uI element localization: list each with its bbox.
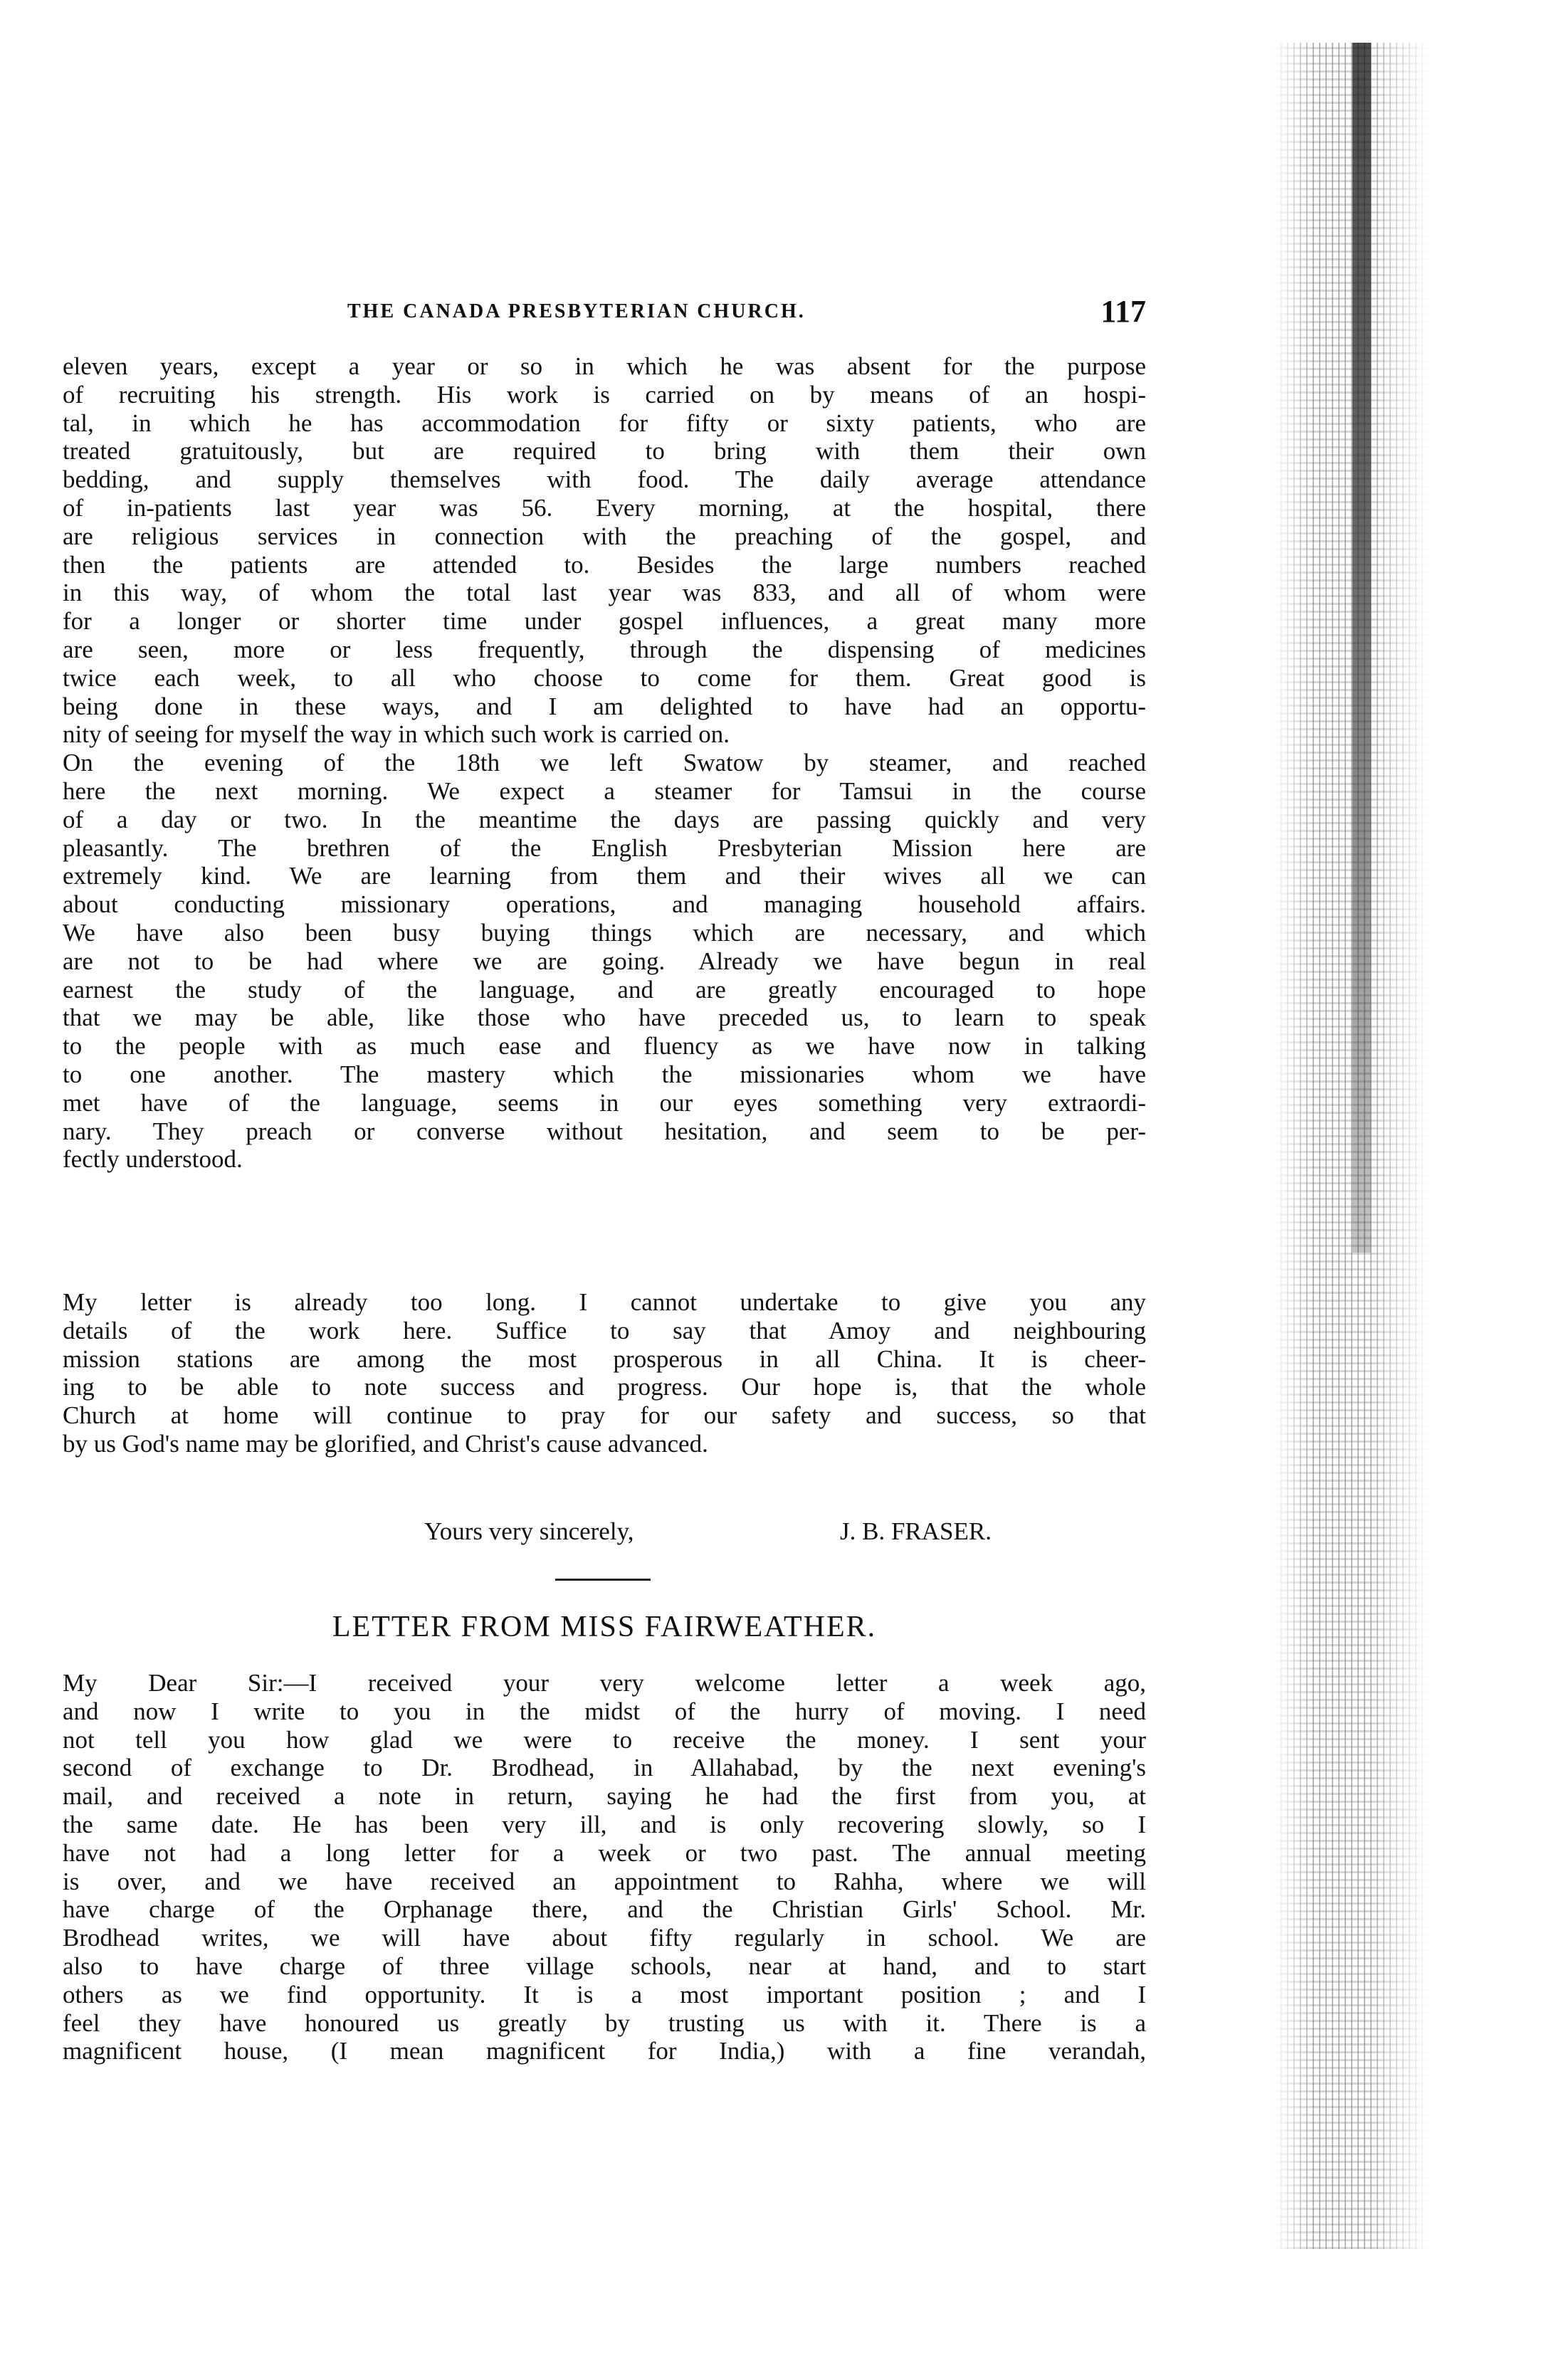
- text-line: extremely kind. We are learning from them and their wives all we can: [63, 862, 1146, 890]
- text-line: My Dear Sir:—I received your very welcome letter a week ago,: [63, 1669, 1146, 1697]
- scan-binding-edge: [1352, 43, 1371, 1253]
- text-line: have not had a long letter for a week or two past. The annual meeting: [63, 1838, 1146, 1867]
- section-divider: [555, 1579, 651, 1581]
- text-line: bedding, and supply themselves with food. The daily average attendance: [63, 465, 1146, 494]
- text-line: second of exchange to Dr. Brodhead, in Allahabad, by the next evening's: [63, 1754, 1146, 1782]
- text-line: others as we find opportunity. It is a most important position ; and I: [63, 1980, 1146, 2008]
- text-line: pleasantly. The brethren of the English Presbyterian Mission here are: [63, 833, 1146, 862]
- text-line: in this way, of whom the total last year was 833, and all of whom were: [63, 579, 1146, 607]
- text-line: fectly understood.: [63, 1145, 243, 1174]
- text-line: of recruiting his strength. His work is carried on by means of an hospi-: [63, 380, 1146, 409]
- fraser-letter-closing: [63, 1288, 1146, 1458]
- text-line: We have also been busy buying things which are necessary, and which: [63, 918, 1146, 947]
- text-line: details of the work here. Suffice to say that Amoy and neighbouring: [63, 1316, 1146, 1344]
- text-line: the same date. He has been very ill, and is only recovering slowly, so I: [63, 1810, 1146, 1838]
- text-line: nary. They preach or converse without hesitation, and seem to be per-: [63, 1117, 1146, 1145]
- running-header: [63, 293, 1146, 336]
- signature-closing: Yours very sincerely,: [424, 1517, 634, 1545]
- text-line: about conducting missionary operations, and managing household affairs.: [63, 890, 1146, 919]
- text-line: and now I write to you in the midst of the hurry of moving. I need: [63, 1697, 1146, 1725]
- text-line: ing to be able to note success and progress. Our hope is, that the whole: [63, 1373, 1146, 1401]
- text-line: to the people with as much ease and fluency as we have now in talking: [63, 1032, 1146, 1060]
- text-line: of in-patients last year was 56. Every morning, at the hospital, there: [63, 493, 1146, 522]
- text-line: eleven years, except a year or so in which he was absent for the purpose: [63, 352, 1146, 380]
- text-line: are not to be had where we are going. Already we have begun in real: [63, 947, 1146, 975]
- text-line: then the patients are attended to. Besides the large numbers reached: [63, 550, 1146, 579]
- text-line: not tell you how glad we were to receive the money. I sent your: [63, 1725, 1146, 1754]
- text-line: of a day or two. In the meantime the days are passing quickly and very: [63, 805, 1146, 833]
- text-line: to one another. The mastery which the missionaries whom we have: [63, 1060, 1146, 1088]
- text-line: Church at home will continue to pray for our safety and success, so that: [63, 1401, 1146, 1430]
- signature: [63, 1516, 1146, 1547]
- fairweather-letter-body: [63, 1669, 1146, 2065]
- text-line: mail, and received a note in return, saying he had the first from you, at: [63, 1782, 1146, 1811]
- text-line: Brodhead writes, we will have about fifty regularly in school. We are: [63, 1924, 1146, 1952]
- text-line: My letter is already too long. I cannot undertake to give you any: [63, 1288, 1146, 1316]
- text-line: are religious services in connection with the preaching of the gospel, and: [63, 522, 1146, 550]
- text-line: by us God's name may be glorified, and Christ's cause advanced.: [63, 1429, 708, 1458]
- text-line: are seen, more or less frequently, through the dispensing of medicines: [63, 635, 1146, 663]
- text-line: twice each week, to all who choose to come for them. Great good is: [63, 663, 1146, 692]
- text-line: also to have charge of three village schools, near at hand, and to start: [63, 1952, 1146, 1980]
- text-line: met have of the language, seems in our eyes something very extraordi-: [63, 1088, 1146, 1117]
- text-line: tal, in which he has accommodation for fifty or sixty patients, who are: [63, 409, 1146, 437]
- text-line: mission stations are among the most prosperous in all China. It is cheer-: [63, 1344, 1146, 1373]
- text-line: feel they have honoured us greatly by trusting us with it. There is a: [63, 2008, 1146, 2037]
- text-line: On the evening of the 18th we left Swatow by steamer, and reached: [63, 749, 1146, 777]
- text-line: magnificent house, (I mean magnificent for India,) with a fine verandah,: [63, 2037, 1146, 2065]
- text-line: here the next morning. We expect a steamer for Tamsui in the course: [63, 776, 1146, 805]
- signature-name: J. B. FRASER.: [840, 1517, 992, 1545]
- text-line: being done in these ways, and I am delighted to have had an opportu-: [63, 692, 1146, 720]
- text-line: earnest the study of the language, and are greatly encouraged to hope: [63, 975, 1146, 1004]
- running-title: THE CANADA PRESBYTERIAN CHURCH.: [347, 300, 806, 322]
- text-line: treated gratuitously, but are required to bring with them their own: [63, 437, 1146, 465]
- text-line: is over, and we have received an appointment to Rahha, where we will: [63, 1867, 1146, 1895]
- text-line: that we may be able, like those who have preceded us, to learn to speak: [63, 1004, 1146, 1032]
- text-line: nity of seeing for myself the way in which such work is carried on.: [63, 720, 730, 749]
- fraser-letter-body: [63, 352, 1146, 1174]
- text-line: for a longer or shorter time under gospel influences, a great many more: [63, 607, 1146, 636]
- section-heading: LETTER FROM MISS FAIRWEATHER.: [332, 1611, 877, 1643]
- page-number: 117: [1100, 294, 1146, 329]
- text-line: have charge of the Orphanage there, and the Christian Girls' School. Mr.: [63, 1895, 1146, 1924]
